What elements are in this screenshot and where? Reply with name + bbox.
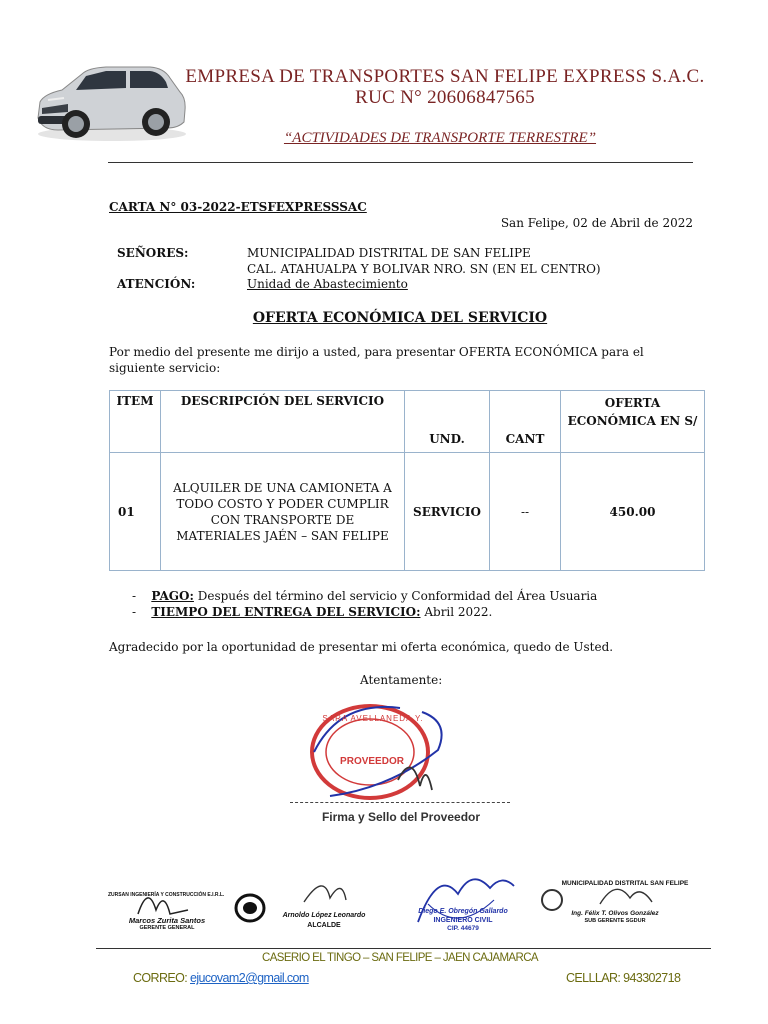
email-label: CORREO: [133, 971, 188, 985]
footer-email [133, 971, 309, 985]
company-title: EMPRESA DE TRANSPORTES SAN FELIPE EXPRESS S.A.C. [185, 66, 705, 87]
company-ruc: RUC N° 20606847565 [355, 87, 535, 108]
letter-title: OFERTA ECONÓMICA DEL SERVICIO [252, 310, 548, 326]
stamp-ring-text: SARA AVELLANEDA Y. [322, 714, 424, 723]
phone-label: CELLLAR: [566, 971, 621, 985]
signature-line [290, 802, 510, 803]
header-qty: CANT [490, 391, 561, 453]
row-unit: SERVICIO [405, 453, 490, 571]
attention-label: ATENCIÓN: [117, 277, 196, 291]
recipient-address: CAL. ATAHUALPA Y BOLIVAR NRO. SN (EN EL CENTRO) [247, 262, 601, 276]
header-description: DESCRIPCIÓN DEL SERVICIO [161, 391, 405, 453]
letter-number: CARTA N° 03-2022-ETSFEXPRESSSAC [109, 200, 367, 214]
row-offer: 450.00 [561, 453, 705, 571]
header-offer: OFERTA ECONÓMICA EN S/ [561, 391, 705, 453]
email-link[interactable]: ejucovam2@gmail.com [190, 971, 309, 985]
seal-mayor: Arnoldo López Leonardo ALCALDE [234, 872, 374, 938]
header-divider [108, 162, 693, 163]
car-logo [28, 52, 190, 144]
row-description: ALQUILER DE UNA CAMIONETA A TODO COSTO Y PODER CUMPLIR CON TRANSPORTE DE MATERIALES JAÉN – SAN FELIPE [161, 453, 405, 571]
signoff-text: Atentamente: [360, 673, 443, 687]
letter-date: San Felipe, 02 de Abril de 2022 [500, 216, 693, 230]
term-payment: - PAGO: Después del término del servicio y Conformidad del Área Usuaria [132, 589, 598, 603]
recipient-label: SEÑORES: [117, 246, 189, 260]
signature-caption: Firma y Sello del Proveedor [321, 810, 481, 824]
table-header-row [110, 391, 705, 453]
letter-intro: Por medio del presente me dirijo a usted, para presentar OFERTA ECONÓMICA para el siguiente servicio: [109, 345, 644, 375]
header-item: ITEM [110, 391, 161, 453]
seal-company: ZURSAN INGENIERÍA Y CONSTRUCCIÓN E.I.R.L. Marcos Zurita Santos GERENTE GENERAL [108, 880, 226, 940]
company-tagline: “ACTIVIDADES DE TRANSPORTE TERRESTRE” [283, 130, 597, 146]
header-unit: UND. [405, 391, 490, 453]
offer-table [109, 390, 705, 571]
term-delivery: - TIEMPO DEL ENTREGA DEL SERVICIO: Abril 2022. [132, 605, 493, 619]
seal-subgerente: MUNICIPALIDAD DISTRITAL SAN FELIPE Ing. Félix T. Olivos González SUB GERENTE SGDUR [540, 874, 690, 934]
stamp-label: PROVEEDOR [340, 756, 404, 767]
footer-divider [96, 948, 711, 949]
table-row [110, 453, 705, 571]
footer-address: CASERIO EL TINGO – SAN FELIPE – JAEN CAJAMARCA [262, 952, 538, 964]
row-item: 01 [110, 453, 161, 571]
signature-scribble-icon [108, 880, 226, 940]
row-qty: -- [490, 453, 561, 571]
attention-value: Unidad de Abastecimiento [247, 277, 408, 291]
recipient-name: MUNICIPALIDAD DISTRITAL DE SAN FELIPE [247, 246, 531, 260]
phone-number: 943302718 [623, 971, 681, 985]
closing-text: Agradecido por la oportunidad de presentar mi oferta económica, quedo de Usted. [109, 640, 614, 654]
provider-stamp [300, 692, 460, 802]
seal-engineer: Diego E. Obregón Gallardo INGENIERO CIVIL CIP. 44679 [398, 864, 528, 940]
company-name [170, 66, 720, 108]
footer-phone [566, 971, 680, 985]
